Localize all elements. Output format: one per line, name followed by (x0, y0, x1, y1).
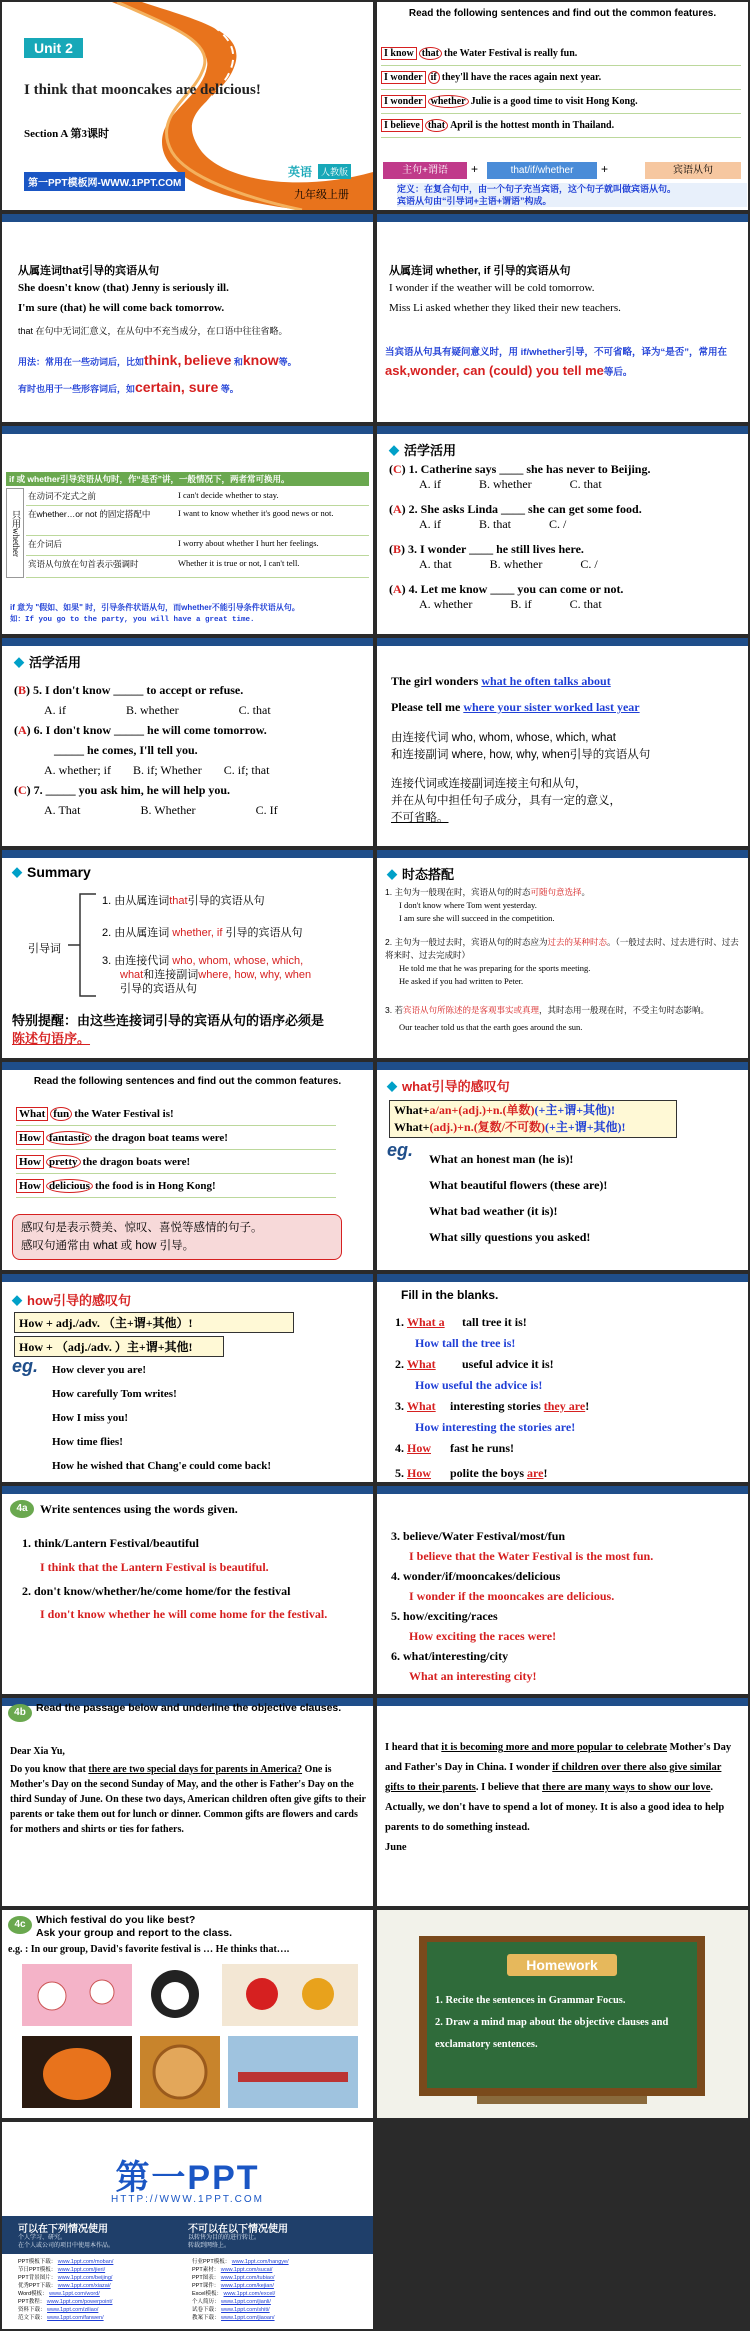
slide-heading: Read the passage below and underline the objective clauses. (36, 1702, 342, 1714)
reminder: 特别提醒：由这些连接词引导的宾语从句的语序必须是 陈述句语序。 (12, 1013, 325, 1046)
top-bar (2, 214, 373, 222)
top-bar (2, 1274, 373, 1282)
list-item: 5. How polite the boys are! (395, 1466, 548, 1480)
list-item: How time flies! (52, 1436, 123, 1448)
formula-box: How + （adj./adv. ）主+谓+其他! (14, 1336, 224, 1357)
slide-heading: 从属连词that引导的宾语从句 (18, 265, 160, 277)
panda-image (140, 1964, 210, 2026)
lesson-title: I think that mooncakes are delicious! (24, 82, 261, 98)
link-item[interactable]: PPT背景图片： www.1ppt.com/beijing/ (18, 2275, 113, 2281)
example-2: Please tell me where your sister worked last year (391, 700, 640, 714)
slide-title (2, 2, 373, 210)
diamond-icon: ◆ (389, 441, 399, 457)
prompt-list: 3. believe/Water Festival/most/fun I believe that the Water Festival is the most fun. 4. wonder/if/mooncakes/delicious I wonder if the mooncakes are delicious. 5. how/exciting/races How exciting the races were! 6. what/interesting/city What an interesting city! (391, 1529, 654, 1683)
section-label: Section A 第3课时 (24, 128, 109, 140)
summary-item: 2. 由从属连词 whether, if 引导的宾语从句 (102, 927, 303, 939)
rule-table (26, 488, 369, 578)
list-item: (B) 3. I wonder ____ he still lives here. A. that B. whether C. / (389, 542, 598, 571)
grade-label: 九年级上册 (294, 189, 349, 201)
bracket-graphic (68, 890, 98, 1000)
slide-heading: ◆ 活学活用 (389, 441, 457, 458)
activity-badge: 4a (10, 1500, 34, 1518)
link-item[interactable]: Word模板： www.1ppt.com/word/ (18, 2291, 100, 2297)
list-item: How clever you are! (52, 1364, 146, 1376)
list-item: 3. 若宾语从句所陈述的是客观事实或真理，其时态用一般现在时，不受主句时态影响。 Our teacher told us that the earth goes around the sun. (385, 1005, 709, 1032)
sentence-list (381, 42, 741, 138)
if-note: if 意为 "假如、如果" 时，引导条件状语从句，而whether不能引导条件状语从句。 如：If you go to the party, you will have a great time. (10, 603, 300, 624)
not-allowed-heading: 不可以在以下情况使用 (188, 2224, 288, 2235)
formula-main: 主句+谓语 (383, 162, 467, 179)
slide-write-sentences (2, 1486, 373, 1694)
link-item[interactable]: 教案下载： www.1ppt.com/jiaoan/ (192, 2315, 275, 2321)
top-bar (377, 1062, 748, 1070)
slide-common-features (377, 2, 748, 210)
slide-passage-1 (2, 1698, 373, 1906)
table-row: 在介词后 I worry about whether I hurt her feelings. (26, 536, 369, 556)
formula-box: What+a/an+(adj.)+n.(单数)(+主+谓+其他)! What+(adj.)+n.(复数/不可数)(+主+谓+其他)! (389, 1100, 677, 1138)
slide-festival-discussion (2, 1910, 373, 2118)
table-row: 在动词不定式之前 I can't decide whether to stay. (26, 488, 369, 506)
passage-text: Do you know that there are two special days for parents in America? One is Mother's Day on the second Sunday of May, and the other is Father's Day on the third Sunday of June. On these two days, American children often give gifts to their parents or take them out for lunch or dinner. Common gifts are flowers and cards for mothers and shirts or ties for fathers. (10, 1764, 366, 1835)
ppt-site-badge: 第一PPT模板网-WWW.1PPT.COM (24, 172, 185, 191)
top-bar (377, 1486, 748, 1494)
top-bar (2, 1486, 373, 1494)
list-item: (C) 1. Catherine says ____ she has never to Beijing. A. if B. whether C. that (389, 462, 651, 491)
top-bar (377, 214, 748, 222)
allowed-heading: 可以在下列情况使用 (18, 2224, 108, 2235)
not-allowed-list: 以转售为目的的进行转让。 转载到网络上。 (188, 2235, 261, 2249)
slide-passage-2 (377, 1698, 748, 1906)
link-item[interactable]: 范文下载： www.1ppt.com/fanwen/ (18, 2315, 104, 2321)
link-list-right (192, 2258, 289, 2322)
note-box: 感叹句是表示赞美、惊叹、喜悦等感情的句子。 感叹句通常由 what 或 how 引导。 (12, 1214, 342, 1260)
list-item: 1. 主句为一般现在时，宾语从句的时态可随句意选择。 I don't know where Tom went yesterday. I am sure she will succeed in the competition. (385, 887, 590, 923)
link-item[interactable]: 节日PPT模板： www.1ppt.com/jieri/ (18, 2267, 106, 2273)
example-1: The girl wonders what he often talks about (391, 674, 611, 688)
activity-badge: 4c (8, 1916, 32, 1934)
table-row: 宾语从句放在句首表示强调时 Whether it is true or not, I can't tell. (26, 556, 369, 578)
pumpkin-image (22, 2036, 132, 2108)
list-item: How pretty the dragon boats were! (16, 1150, 336, 1174)
list-item: How delicious the food is in Hong Kong! (16, 1174, 336, 1198)
slide-whether-only (2, 426, 373, 634)
example-1: I wonder if the weather will be cold tomorrow. (389, 282, 595, 294)
formula-box: How + adj./adv. （主+谓+其他）! (14, 1312, 294, 1333)
homework-title: Homework (507, 1954, 617, 1976)
slide-exclamatory-features (2, 1062, 373, 1270)
formula-result: 宾语从句 (645, 162, 741, 179)
link-item[interactable]: PPT教程： www.1ppt.com/powerpoint/ (18, 2299, 113, 2305)
formula-plus: + (471, 162, 479, 176)
slide-practice-1 (377, 426, 748, 634)
diamond-icon: ◆ (14, 653, 24, 669)
question-list (389, 462, 741, 622)
festival-pictures (22, 1964, 358, 2112)
example-list (429, 1146, 607, 1250)
list-item: What fun the Water Festival is! (16, 1102, 336, 1126)
definition-box: 定义：在复合句中，由一个句子充当宾语，这个句子就叫做宾语从句。 宾语从句由“引导词+主语+谓语”构成。 (397, 183, 747, 207)
link-item[interactable]: 资料下载： www.1ppt.com/ziliao/ (18, 2307, 99, 2313)
example-list (52, 1358, 271, 1478)
site-logo: 第一PPT (115, 2159, 260, 2197)
list-item: (A) 4. Let me know ____ you can come or not. A. whether B. if C. that (389, 582, 624, 611)
activity-badge: 4b (8, 1704, 32, 1722)
slide-fill-blanks (377, 1274, 748, 1482)
top-bar (377, 426, 748, 434)
top-bar (377, 1698, 748, 1706)
slide-whether-if (377, 214, 748, 422)
center-label: 引导词 (28, 943, 61, 955)
slide-heading: Write sentences using the words given. (40, 1502, 238, 1516)
slide-write-sentences-2 (377, 1486, 748, 1694)
usage-note: 用法：常用在一些动词后，比如think, believe 和know等。 (18, 352, 297, 368)
link-item[interactable]: PPT图表： www.1ppt.com/tubiao/ (192, 2275, 275, 2281)
list-item: 2. 主句为一般过去时，宾语从句的时态应为过去的某种时态。（一般过去时、过去进行时、过去将来时、过去完成时） He told me that he was preparing for the sports meeting. He asked if you had written to Peter. (385, 937, 739, 986)
usage-note: 当宾语从句具有疑问意义时，用 if/whether引导，不可省略，译为“是否”，常用在ask,wonder, can (could) you tell me等后。 (385, 347, 728, 378)
diamond-icon: ◆ (12, 1291, 22, 1307)
list-item: I wonder if they'll have the races again next year. (381, 66, 741, 90)
example-sentence: e.g. : In our group, David's favorite festival is … He thinks that…. (8, 1944, 290, 1955)
slide-footer (2, 2122, 373, 2329)
prompt-1: 1. think/Lantern Festival/beautiful (22, 1536, 200, 1550)
explanation: 由连接代词 who, whom, whose, which, what 和连接副词 where, how, why, when引导的宾语从句 (391, 732, 651, 761)
list-item: I know that the Water Festival is really fun. (381, 42, 741, 66)
eg-label: eg. (12, 1356, 39, 1376)
link-item[interactable]: 行业PPT模板： www.1ppt.com/hangye/ (192, 2259, 289, 2265)
explanation-2: 连接代词或连接副词连接主句和从句， 并在从句中担任句子成分，具有一定的意义， 不可省略。 (391, 778, 621, 824)
top-bar (377, 638, 748, 646)
slide-heading: ◆ 时态搭配 (387, 865, 455, 882)
example-1: She doesn't know (that) Jenny is seriously ill. (18, 282, 229, 294)
slide-summary (2, 850, 373, 1058)
list-item: (A) 6. I don't know _____ he will come tomorrow. (14, 723, 267, 737)
rule-header: if 或 whether引导宾语从句时，作“是否”讲，一般情况下，两者常可换用。 (6, 472, 369, 486)
slide-wh-clause (377, 638, 748, 846)
link-item[interactable]: Excel模板： www.1ppt.com/excel/ (192, 2291, 276, 2297)
list-item: How he wished that Chang'e could come back! (52, 1460, 272, 1472)
boat-race-image (228, 2036, 358, 2108)
publisher-badge: 人教版 (318, 164, 351, 179)
list-item: 4. How fast he runs! (395, 1441, 515, 1455)
diamond-icon: ◆ (12, 864, 22, 879)
slide-heading: Fill in the blanks. (401, 1288, 499, 1302)
eg-label: eg. (387, 1140, 414, 1160)
answer-2: I don't know whether he will come home for the festival. (40, 1607, 328, 1621)
list-item: 1. Recite the sentences in Grammar Focus. (435, 1995, 626, 2006)
passage-text: I heard that it is becoming more and more popular to celebrate Mother's Day and Father's Day in China. I wonder if children over there also give similar gifts to their parents. I believe that there are many ways to show our love. Actually, we don't have to spend a lot of money. It is also a good idea to help parents to do something instead. June (385, 1742, 732, 1853)
list-item: 3. What interesting stories they are! (395, 1399, 590, 1413)
subject-label: 英语 (288, 165, 313, 179)
table-row: 在whether…or not 的固定搭配中 I want to know whether it's good news or not. (26, 506, 369, 536)
link-item[interactable]: PPT课件： www.1ppt.com/kejian/ (192, 2283, 274, 2289)
mooncake-image (140, 2036, 220, 2108)
tense-rules (385, 886, 743, 1034)
unit-badge: Unit 2 (24, 38, 83, 58)
slide-heading: Which festival do you like best? Ask your group and report to the class. (36, 1914, 233, 1939)
slide-heading: ◆ 活学活用 (14, 653, 82, 670)
slide-what-exclamation (377, 1062, 748, 1270)
dumplings-image (22, 1964, 132, 2026)
list-item: What an honest man (he is)! (429, 1152, 574, 1166)
slide-that-clause (2, 214, 373, 422)
link-item[interactable]: 个人简历： www.1ppt.com/jianli/ (192, 2299, 271, 2305)
top-bar (377, 850, 748, 858)
formula-plus: + (601, 162, 609, 176)
link-item[interactable]: PPT素材： www.1ppt.com/sucai/ (192, 2267, 273, 2273)
list-item: How fantastic the dragon boat teams were! (16, 1126, 336, 1150)
slide-heading: Read the following sentences and find out the common features. (408, 8, 717, 19)
link-item[interactable]: 优秀PPT下载： www.1ppt.com/xiazai/ (18, 2283, 111, 2289)
list-item: (B) 5. I don't know _____ to accept or refuse. (14, 683, 244, 697)
chinese-festival-image (222, 1964, 358, 2026)
top-bar (2, 638, 373, 646)
slide-practice-2 (2, 638, 373, 846)
list-item: I believe that April is the hottest month in Thailand. (381, 114, 741, 138)
slide-heading: ◆ what引导的感叹句 (387, 1077, 510, 1094)
example-2: Miss Li asked whether they liked their new teachers. (389, 302, 621, 314)
site-url[interactable]: HTTP://WWW.1PPT.COM (111, 2194, 264, 2205)
list-item: How carefully Tom writes! (52, 1388, 177, 1400)
note: that 在句中无词汇意义，在从句中不充当成分，在口语中往往省略。 (18, 326, 288, 336)
link-list-left (18, 2258, 113, 2322)
prompt-2: 2. don't know/whether/he/come home/for the festival (22, 1584, 291, 1598)
list-item: I wonder whether Julie is a good time to visit Hong Kong. (381, 90, 741, 114)
top-bar (2, 1062, 373, 1070)
answer-1: I think that the Lantern Festival is beautiful. (40, 1560, 269, 1574)
slide-tense (377, 850, 748, 1058)
adj-note: 有时也用于一些形容词后，如certain, sure 等。 (18, 379, 239, 395)
top-bar (377, 1274, 748, 1282)
link-item[interactable]: PPT模板下载： www.1ppt.com/moban/ (18, 2259, 114, 2265)
greeting: Dear Xia Yu, (10, 1746, 65, 1757)
list-item: 2. Draw a mind map about the objective clauses and exclamatory sentences. (435, 2017, 669, 2050)
slide-heading: ◆ Summary (12, 864, 91, 880)
slide-how-exclamation (2, 1274, 373, 1482)
top-bar (2, 426, 373, 434)
formula-connector: that/if/whether (487, 162, 597, 179)
summary-item: 3. 由连接代词 who, whom, whose, which, what和连接副词where, how, why, when 引导的宾语从句 (102, 955, 312, 995)
sentence-list (16, 1102, 336, 1198)
list-item: How I miss you! (52, 1412, 129, 1424)
side-label: 只用whether (6, 488, 24, 578)
list-item: 1. What a tall tree it is! (395, 1315, 527, 1329)
allowed-list: 个人学习、研究。 在个人或公司的项目中使用本作品。 (18, 2235, 115, 2249)
list-item: What bad weather (it is)! (429, 1204, 558, 1218)
list-item: 2. What useful advice it is! (395, 1357, 554, 1371)
diamond-icon: ◆ (387, 1077, 397, 1093)
summary-item: 1. 由从属连词that引导的宾语从句 (102, 895, 265, 907)
list-item: (C) 7. _____ you ask him, he will help you. (14, 783, 231, 797)
question-list: (B) 5. I don't know _____ to accept or refuse. A. if B. whether C. that (A) 6. I don't know _____ he will come tomorrow. _____ he comes, I'll tell you. A. whether; if B. if; Whether C. if; that (C) 7. _____ you ask him, he will help you. A. That B. Whether C. If (14, 680, 370, 820)
slide-heading: ◆ how引导的感叹句 (12, 1291, 131, 1308)
slide-heading: Read the following sentences and find out the common features. (33, 1076, 342, 1087)
example-2: I'm sure (that) he will come back tomorrow. (18, 302, 225, 314)
list-item: What silly questions you asked! (429, 1230, 591, 1244)
link-item[interactable]: 试卷下载： www.1ppt.com/shiti/ (192, 2307, 270, 2313)
list-item: What beautiful flowers (these are)! (429, 1178, 608, 1192)
homework-list (435, 1990, 689, 2056)
blank-list: 1. What a tall tree it is! How tall the tree is! 2. What useful advice it is! How useful the advice is! 3. What interesting stories they are! How interesting the stories are! 4. How fast he runs! 5. How polite the boys are! (395, 1312, 743, 1482)
list-item: (A) 2. She asks Linda ____ she can get some food. A. if B. that C. / (389, 502, 642, 531)
top-bar (2, 850, 373, 858)
slide-homework (377, 1910, 748, 2118)
diamond-icon: ◆ (387, 865, 397, 881)
slide-heading: 从属连词 whether, if 引导的宾语从句 (389, 265, 571, 277)
